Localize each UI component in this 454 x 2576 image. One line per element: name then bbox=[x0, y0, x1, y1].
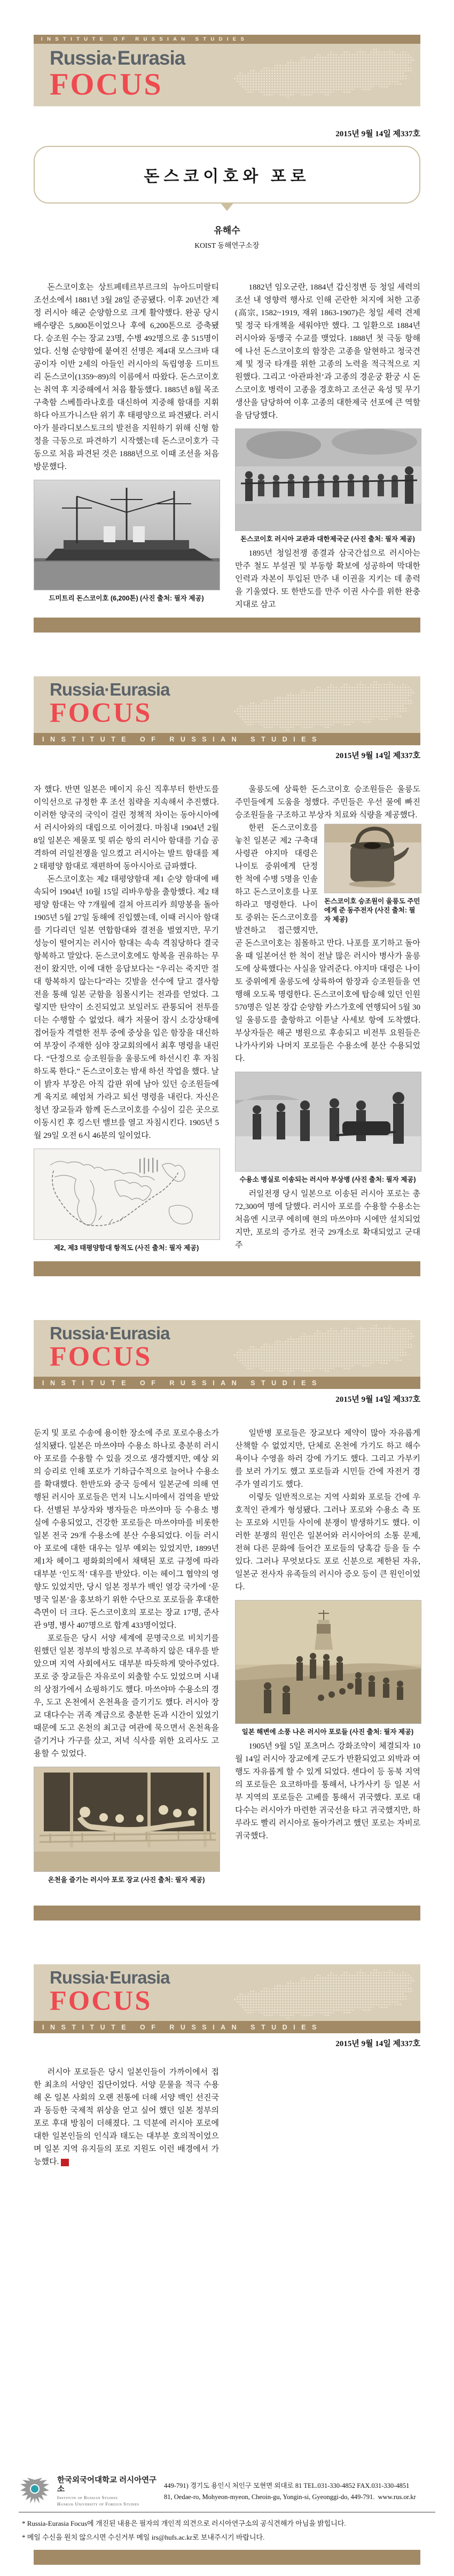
troops-photo bbox=[235, 428, 421, 531]
wounded-photo-caption: 수용소 병실로 이송되는 러시아 부상병 (사진 출처: 필자 제공) bbox=[239, 1176, 416, 1183]
troops-photo-figure bbox=[235, 428, 420, 544]
wounded-photo-figure bbox=[235, 1072, 420, 1184]
institute-banner-text: INSTITUTE OF RUSSIAN STUDIES bbox=[42, 2023, 323, 2031]
paragraph: 1882년 임오군란, 1884년 갑신정변 등 청일 세력의 조선 내 영향력 행사로 인해 곤란한 처지에 처한 고종(高宗, 1582~1919, 재위 1863-1907)은 청일 세력 견제 및 정국 타개책을 세워야만 했다. 그 일환으로 1884년 러시아와 동맹국 수교를 맺었다. 1888년 첫 극동 항해에 나선 돈스코이호의 함장은 고종을 알현하고 청국견제 및 정국 타개를 위한 고종의 노력을 적극적으로 지원했다. 그리고 ‘아관파천’과 고종의 경운궁 환궁 시 돈스코이호 병력이 고종을 경호하고 조선군 육성 및 무기 생산을 담당하여 이후 고종의 대한제국 선포에 큰 역할을 담당했다. bbox=[235, 283, 420, 420]
page-footer-bar bbox=[34, 1906, 420, 1921]
issue-date: 2015년 9월 14일 제337호 bbox=[335, 752, 420, 760]
paragraph: 일반병 포로들은 장교보다 제약이 많아 자유롭게 산책할 수 없었지만, 단체로 온천에 가기도 하고 해수욕이나 수영을 하러 강에 가기도 했다. 그리고 가부키를 보러 가기도 했고 포로들과 시민들 간에 자전거 경주가 열리기도 했다. bbox=[235, 1429, 420, 1489]
ship-photo bbox=[34, 480, 220, 590]
website-link[interactable]: www.rus.or.kr bbox=[378, 2493, 416, 2501]
rs-end-mark: Rs bbox=[61, 2159, 69, 2166]
onsen-photo-caption: 온천을 즐기는 러시아 포로 장교 (사진 출처: 필자 제공) bbox=[48, 1876, 205, 1884]
page-footer-bar bbox=[34, 2550, 420, 2565]
institute-banner-text: INSTITUTE OF RUSSIAN STUDIES bbox=[42, 1379, 323, 1387]
address-line-kr: 449-791) 경기도 용인시 처인구 모현면 외대로 81 TEL.031-330-4852 FAX.031-330-4851 bbox=[164, 2481, 410, 2489]
unsubscribe-note-suffix: 로 보내주시기 바랍니다. bbox=[192, 2533, 265, 2541]
brand-name-focus: FOCUS bbox=[50, 67, 163, 102]
masthead bbox=[34, 44, 420, 106]
masthead bbox=[34, 676, 420, 733]
brand-logo bbox=[50, 681, 169, 727]
brand-name-focus: FOCUS bbox=[50, 1986, 152, 2016]
title-box-pointer bbox=[220, 202, 234, 211]
unsubscribe-email-link[interactable]: irs@hufs.ac.kr bbox=[151, 2533, 192, 2541]
page3-left-column bbox=[34, 1427, 219, 1888]
paragraph: 돈스코이호는 제2 태평양함대 제1 순양 함대에 배속되어 1904년 10월 15일 리바우항을 출항했다. 제2 태평양 함대는 약 7개월에 걸쳐 아프리카 희망봉을 돌아 1905년 5월 27일 동해에 진입했는데, 이때 러시아 함대를 기다리던 일본 연합함대와 결전을 벌였지만, 무기 성능이 떨어지는 러시아 함대는 속속 격침당하다 결국 항복하고 말았다. 돈스코이호에도 항복을 권유하는 무전이 왔지만, 이에 대한 응답보다는 “우리는 죽지만 절대 항복하지 않는다”라는 깃발을 선수에 달고 결사항전을 통해 일본 군함을 침몰시키는 전과를 얻었다. 그렇지만 탄약이 소진되었고 보일러도 관통되어 전투를 더는 수행할 수 없었다. 해가 저물어 잠시 소강상태에 접어들자 격렬한 전투 중에 중상을 입은 함장을 대신하여 부장이 주재한 심야 장교회의에서 최후 명령을 내린다. “단정으로 승조원들을 울릉도에 하선시킨 후 자침하도록 한다.” 돈스코이호는 밤새 하선 작업을 했다. 날이 밝자 부장은 아직 갑판 위에 남아 있던 승조원들에게 육지로 헤엄쳐 가라고 퇴선 명령을 내린다. 자신은 청년 장교들과 함께 돈스코이호를 수심이 깊은 곳으로 이동시킨 후 킹스턴 밸브를 열고 자침시킨다. 1905년 5월 29일 오전 6시 46분의 일이었다. bbox=[34, 875, 219, 1140]
unsubscribe-note-prefix: * 메일 수신을 원치 않으시면 수신거부 메일 bbox=[22, 2533, 152, 2541]
wounded-photo bbox=[235, 1072, 421, 1172]
brand-name-focus: FOCUS bbox=[50, 698, 152, 728]
author-block bbox=[34, 223, 420, 250]
paragraph: 이렇듯 일반적으로는 지역 사회와 포로들 간에 우호적인 관계가 형성됐다. 그러나 포로와 수용소 측 또는 포로와 시민들 사이에 분쟁이 발생하기도 했다. 이러한 분쟁의 원인은 일본어와 러시아어의 소통 문제, 전혀 다른 문화에 들어간 포로들의 당혹감 등을 들 수 있다. 그러나 무엇보다도 포로 신분으로 제한된 자유, 일본군 전사자 유족들의 러시아 증오 등이 큰 원인이었다. bbox=[235, 1493, 420, 1591]
page3-right-column bbox=[235, 1427, 420, 1888]
page4-right-column bbox=[235, 2066, 420, 2168]
paragraph: 1905년 9월 5일 포츠머스 강화조약이 체결되자 10월 14일 러시아 장교에게 군도가 반환되었고 외박과 여행도 자유롭게 할 수 있게 되었다. 센다이 등 동북 지역의 포로들은 요코하마를 통해서, 나가사키 등 일본 서부 지역의 포로들은 고베를 통해서 귀국했다. 포로 대다수는 러시아가 마련한 귀국선을 타고 귀국했지만, 하루라도 빨리 러시아로 돌아가려고 했던 포로는 자비로 귀국했다. bbox=[235, 1742, 420, 1840]
address-line-en bbox=[164, 2492, 435, 2503]
institute-banner-text: INSTITUTE OF RUSSIAN STUDIES bbox=[41, 36, 249, 42]
issue-date: 2015년 9월 14일 제337호 bbox=[335, 2040, 420, 2048]
page2-right-column bbox=[235, 783, 420, 1256]
page4-left-column bbox=[34, 2066, 219, 2168]
institute-banner bbox=[34, 733, 420, 745]
article-title-box bbox=[34, 146, 420, 204]
newsletter-page-2 bbox=[0, 644, 454, 1287]
university-name-en: Hankuk University of Foreign Studies bbox=[57, 2501, 139, 2507]
page-footer-bar bbox=[34, 618, 420, 633]
paragraph: 돈스코이호는 상트페테르부르크의 뉴아드미랄티 조선소에서 1881년 3월 28일 준공됐다. 이후 20년간 제정 러시아 해군 순양함으로 크게 활약했다. 완공 당시 배수량은 5,800톤이었으나 후에 6,200톤으로 증축됐다. 승조원 수는 장교 23명, 수병 492명으로 총 515명이었다. 신형 순양함에 붙여진 선명은 제4대 모스크바 대공이자 이반 2세의 아들인 러시아의 독립영웅 드미트리 돈스코이(1359~89)의 이름에서 따왔다. 돈스코이호는 취역 후 지중해에서 처음 활동했다. 1885년 8월 목조 구축함 스베틀라나호를 대신하여 지중해 함대를 지휘하다 아프가니스탄 위기 후 태평양으로 파견됐다. 러시아가 블라디보스토크의 발전을 지원하기 위해 신형 함정을 극동으로 파견하기 시작했는데 돈스코이호가 극동으로 처음 파견된 것은 1888년으로 이때 조선을 처음 방문했다. bbox=[34, 283, 219, 471]
institute-emblem-icon bbox=[19, 2477, 52, 2507]
page-footer-bar bbox=[34, 1261, 420, 1276]
brand-name-russia-eurasia: Russia·Eurasia bbox=[50, 1323, 170, 1343]
issue-date: 2015년 9월 14일 제337호 bbox=[335, 130, 420, 138]
newsletter-page-4 bbox=[0, 1932, 454, 2576]
brand-name-focus: FOCUS bbox=[50, 1341, 152, 1372]
issue-date: 2015년 9월 14일 제337호 bbox=[335, 1395, 420, 1404]
masthead bbox=[34, 1320, 420, 1377]
fleet-route-map bbox=[34, 1149, 220, 1240]
fleet-route-map-figure bbox=[34, 1149, 219, 1253]
beach-photo bbox=[235, 1600, 421, 1724]
russia-map-dots-graphic bbox=[233, 48, 415, 100]
paragraph: 러일전쟁 당시 일본으로 이송된 러시아 포로는 총 72,300여 명에 달했다. 러시아 포로를 수용할 수용소는 처음엔 시코쿠 에히메 현의 마쓰야마 시에만 설치되었지만, 포로의 증가로 전국 29개소로 확대되었고 군대 주 bbox=[235, 1190, 420, 1250]
address-en-text: 81, Oedae-ro, Mohyeon-myeon, Cheoin-gu, Yongin-si, Gyeonggi-do, 449-791. bbox=[164, 2493, 375, 2501]
kettle-photo-figure bbox=[324, 824, 420, 924]
author-affiliation: KOIST 동해연구소장 bbox=[194, 241, 260, 249]
paragraph: 울릉도에 상륙한 돈스코이호 승조원들은 울릉도 주민들에게 도움을 청했다. 주민들은 우선 물에 빠진 승조원들을 구조하고 부상자 치료와 식량을 제공했다. bbox=[235, 785, 420, 819]
brand-logo bbox=[50, 1969, 169, 2015]
ship-photo-caption: 드미트리 돈스코이호 (6,200톤) (사진 출처: 필자 제공) bbox=[49, 595, 204, 602]
institute-name-kr: 한국외국어대학교 러시아연구소 bbox=[57, 2476, 157, 2494]
onsen-photo-figure bbox=[34, 1767, 219, 1885]
onsen-photo bbox=[34, 1767, 220, 1872]
disclaimer-note: * Russia-Eurasia Focus에 개진된 내용은 필자의 개인적 의견으로 러시아연구소의 공식견해가 아님을 밝힙니다. bbox=[22, 2519, 346, 2528]
institute-banner bbox=[34, 2021, 420, 2033]
brand-name-russia-eurasia: Russia·Eurasia bbox=[50, 47, 185, 69]
institute-name-en: Institute of Russian Studies bbox=[57, 2494, 118, 2500]
page1-left-column bbox=[34, 281, 219, 611]
russia-map-dots-graphic bbox=[233, 1969, 415, 2021]
institute-address bbox=[164, 2480, 435, 2503]
brand-logo bbox=[50, 48, 185, 100]
institute-names bbox=[57, 2476, 159, 2507]
publisher-footer bbox=[19, 2476, 435, 2544]
page2-left-column bbox=[34, 783, 219, 1256]
russia-map-dots-graphic bbox=[233, 681, 415, 733]
page1-right-column bbox=[235, 281, 420, 611]
kettle-photo-caption: 돈스코이호 승조원이 울릉도 주민에게 준 동주전자 (사진 출처: 필자 제공) bbox=[324, 897, 420, 923]
paragraph: 한편 돈스코이호를 놓친 일본군 제2 구축대 사령관 야지마 대령은 나이토 중위에게 단정 한 척에 수병 5명을 인솔하고 돈스코이호를 나포하라고 명령한다. 나이토 중위는 돈스코이호를 발견하고 접근했지만, 곧 돈스코이호는 침몰하고 만다. 나포를 포기하고 돌아올 때 일본어선 한 척이 전날 많은 러시아 병사가 울릉도에 상륙했다는 사실을 알려준다. 야지마 대령은 나이토 중위에게 울릉도에 상륙하여 함장과 승조원들을 연행해 오도록 명령한다. 돈스코이호에 탑승해 있던 인원 570명은 일본 장갑 순양함 카스가호에 연행되어 5월 30일 울릉도를 출항하고 이튿날 사세보 항에 도착했다. 부상자들은 해군 병원으로 후송되고 비전투 요원들은 나가사키와 나머지 포로들은 수용소에 분산 수용되었다. bbox=[235, 824, 420, 1063]
troops-photo-caption: 돈스코이호 러시아 교관과 대한제국군 (사진 출처: 필자 제공) bbox=[240, 535, 415, 543]
brand-name-russia-eurasia: Russia·Eurasia bbox=[50, 680, 170, 699]
article-title: 돈스코이호와 포로 bbox=[144, 168, 310, 185]
footer-notes bbox=[19, 2517, 435, 2544]
institute-banner bbox=[34, 35, 420, 44]
newsletter-page-1 bbox=[0, 0, 454, 644]
unsubscribe-note bbox=[22, 2531, 435, 2544]
beach-photo-figure bbox=[235, 1600, 420, 1737]
beach-photo-caption: 일본 해변에 소풍 나온 러시아 포로들 (사진 출처: 필자 제공) bbox=[241, 1728, 414, 1736]
brand-logo bbox=[50, 1324, 169, 1371]
fleet-route-map-caption: 제2, 제3 태평양함대 항적도 (사진 출처: 필자 제공) bbox=[53, 1244, 199, 1252]
masthead bbox=[34, 1964, 420, 2021]
institute-banner bbox=[34, 1377, 420, 1389]
paragraph bbox=[34, 2066, 219, 2168]
ship-photo-figure bbox=[34, 480, 219, 603]
paragraph: 자 했다. 반면 일본은 메이지 유신 직후부터 한반도를 이익선으로 규정한 후 조선 침략을 지속해서 추진했다. 이러한 양국의 국익이 걸린 정책적 차이는 동아시아에서 러시아와의 대립으로 이어졌다. 마침내 1904년 2월 8일 일본은 제물포 및 뤼순 항의 러시아 함대를 기습 공격하여 러일전쟁을 일으켰고 러시아는 발트 함대를 제2 태평양 함대로 재편하여 동아시아로 급파했다. bbox=[34, 785, 219, 871]
paragraph: 포로들은 당시 서양 세계에 문명국으로 비치기를 원했던 일본 정부의 방침으로 부족하지 않은 대우를 받았으며 지역 사회에서도 대부분 따듯하게 맞아주었다. 포로 중 장교들은 자유로이 외출할 수도 있었으며 시내의 상점가에서 쇼핑하기도 했다. 마쓰야마 수용소의 경우, 도고 온천에서 온천욕을 즐기기도 했다. 러시아 장교 대다수는 귀족 계급으로 충분한 돈과 시간이 있었기 때문에 도고 온천의 최고급 여관에 묵으면서 온천욕을 즐기거나 가구를 샀고, 저녁 식사를 위한 요리사도 고용할 수 있었다. bbox=[34, 1634, 219, 1758]
newsletter-page-3 bbox=[0, 1287, 454, 1932]
paragraph: 1895년 청일전쟁 종결과 삼국간섭으로 러시아는 만주 철도 부설권 및 부동항 확보에 성공하여 막대한 인력과 자본이 투입된 만주 내 이권을 지키는 데 총력을 기울였다. 또 한반도를 만주 이권 사수를 위한 완충지대로 삼고 bbox=[235, 549, 420, 609]
institute-banner-text: INSTITUTE OF RUSSIAN STUDIES bbox=[42, 735, 323, 743]
russia-map-dots-graphic bbox=[233, 1324, 415, 1377]
brand-name-russia-eurasia: Russia·Eurasia bbox=[50, 1968, 170, 1987]
author-name: 유해수 bbox=[214, 225, 240, 236]
paragraph-text: 러시아 포로들은 당시 일본인들이 가까이에서 접한 최초의 서양인 집단이었다. 서양 문물을 적극 수용해 온 일본 사회의 오랜 전통에 더해 서양 백인 선진국과 동등한 국제적 위상을 얻고 싶어 했던 일본 정부의 포로 후대 방침이 더해졌다. 그 덕분에 러시아 포로에 대한 일본인들의 인식과 태도는 대부분 호의적이었으며 일본 지역 유지들의 포로 지원도 이런 배경에서 가능했다. bbox=[34, 2068, 219, 2166]
kettle-photo bbox=[324, 824, 421, 893]
paragraph: 둔지 및 포로 수송에 용이한 장소에 주로 포로수용소가 설치됐다. 일본은 마쓰야마 수용소 하나로 충분히 러시아 포로를 수용할 수 있을 것으로 생각했지만, 예상 외의 승리로 인해 포로가 기하급수적으로 늘어나 수용소를 확대했다. 한반도와 중국 등에서 일본군에 의해 연행된 러시아 포로들은 먼저 니노시마에서 검역을 받았다. 선별된 부상자와 병자들은 마쓰야마 등 수용소 병실에 수용되었고, 건강한 포로들은 마쓰야마를 비롯한 일본 전국 29개 수용소에 분산 수용되었다. 이들 러시아 포로에 대한 대우는 일부 예외는 있었지만, 1899년 제1차 헤이그 평화회의에서 채택된 포로 규정에 따라 대부분 ‘인도적’ 대우를 받았다. 이는 헤이그 협약의 영향도 있었지만, 당시 일본 정부가 백인 열강 국가에 ‘문명국 일본’을 홍보하기 위한 수단으로 포로들을 후대한 측면이 더 크다. 돈스코이호의 포로는 장교 17명, 준사관 9명, 병사 407명으로 합계 433명이었다. bbox=[34, 1429, 219, 1630]
